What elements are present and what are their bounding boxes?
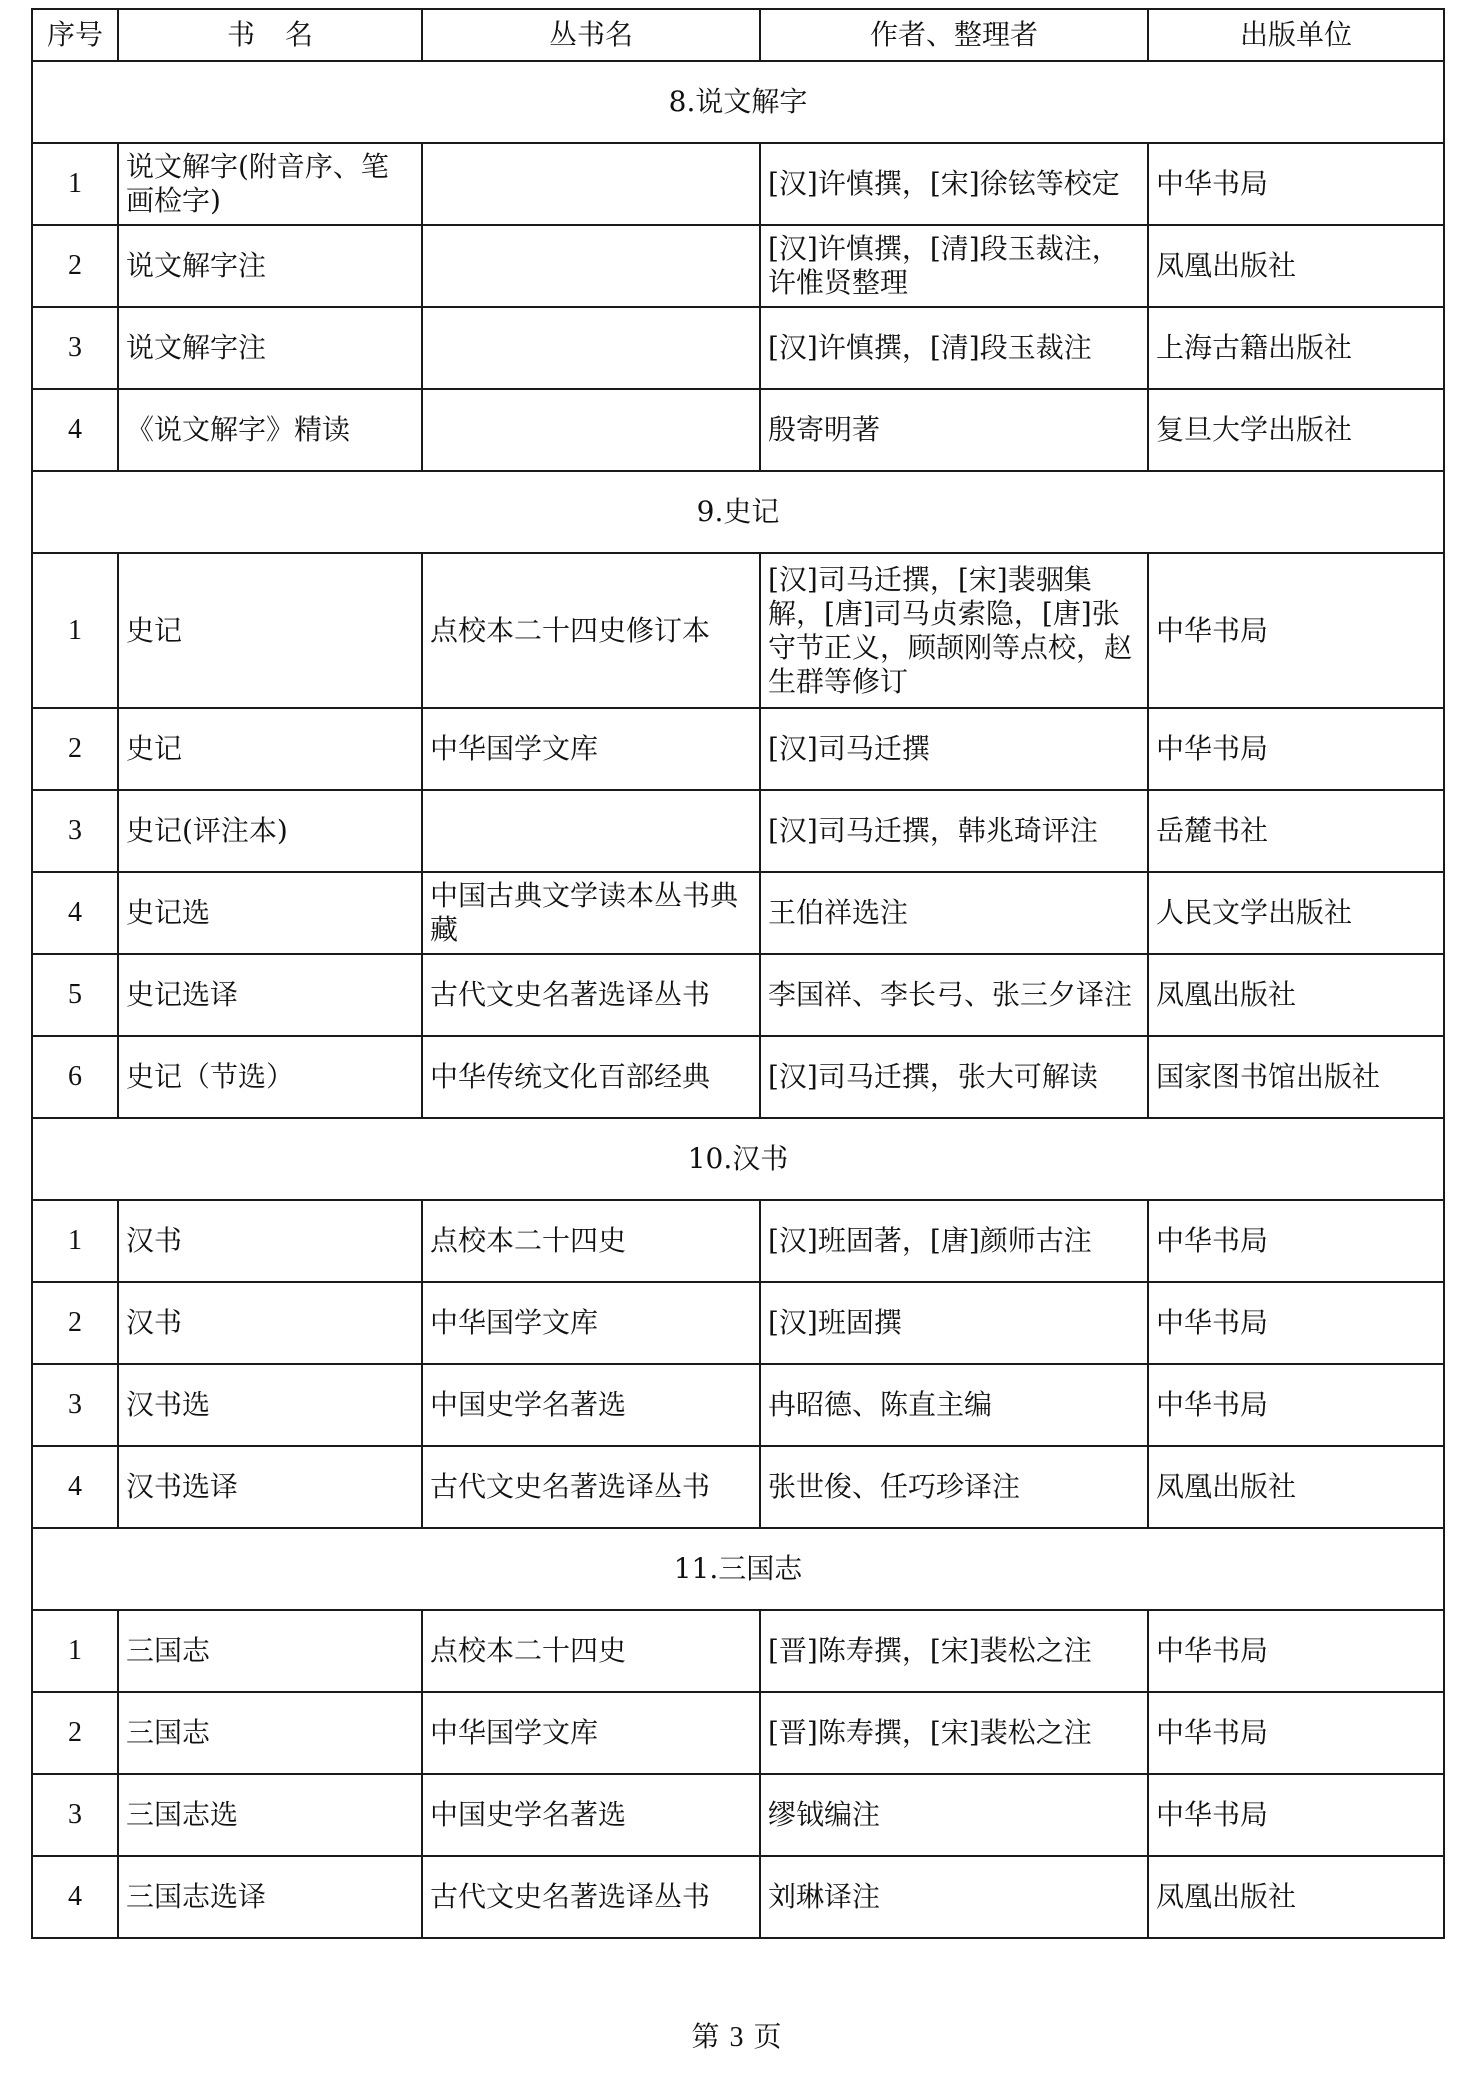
cell-series: 中华传统文化百部经典	[422, 1036, 760, 1118]
section-row	[32, 1528, 1444, 1610]
table-row	[32, 1036, 1444, 1118]
cell-publisher: 中华书局	[1148, 143, 1444, 225]
cell-author: 殷寄明著	[760, 389, 1148, 471]
cell-title: 汉书选译	[118, 1446, 422, 1528]
cell-series: 中国古典文学读本丛书典藏	[422, 872, 760, 954]
cell-title: 三国志选	[118, 1774, 422, 1856]
header-series: 丛书名	[422, 9, 760, 61]
table-body	[32, 61, 1444, 1938]
cell-author: 张世俊、任巧珍译注	[760, 1446, 1148, 1528]
cell-title: 说文解字(附音序、笔画检字)	[118, 143, 422, 225]
cell-author: [晋]陈寿撰，[宋]裴松之注	[760, 1692, 1148, 1774]
cell-title: 史记选	[118, 872, 422, 954]
cell-no: 5	[32, 954, 118, 1036]
cell-author: 冉昭德、陈直主编	[760, 1364, 1148, 1446]
header-title: 书名	[118, 9, 422, 61]
section-row	[32, 1118, 1444, 1200]
cell-no: 3	[32, 307, 118, 389]
cell-title: 史记(评注本)	[118, 790, 422, 872]
cell-no: 4	[32, 389, 118, 471]
cell-title: 史记选译	[118, 954, 422, 1036]
table-row	[32, 553, 1444, 708]
cell-author: [汉]许慎撰，[清]段玉裁注，许惟贤整理	[760, 225, 1148, 307]
cell-author: [汉]司马迁撰，[宋]裴骃集解，[唐]司马贞索隐，[唐]张守节正义，顾颉刚等点校，赵生群等修订	[760, 553, 1148, 708]
table-row	[32, 1200, 1444, 1282]
section-title: 11.三国志	[32, 1528, 1444, 1610]
cell-no: 1	[32, 1200, 118, 1282]
cell-series: 中国史学名著选	[422, 1364, 760, 1446]
cell-publisher: 凤凰出版社	[1148, 225, 1444, 307]
section-row	[32, 61, 1444, 143]
cell-author: [汉]司马迁撰，韩兆琦评注	[760, 790, 1148, 872]
cell-author: [汉]许慎撰，[宋]徐铉等校定	[760, 143, 1148, 225]
cell-title: 说文解字注	[118, 225, 422, 307]
table-row	[32, 389, 1444, 471]
cell-title: 三国志	[118, 1692, 422, 1774]
cell-author: 刘琳译注	[760, 1856, 1148, 1938]
cell-publisher: 复旦大学出版社	[1148, 389, 1444, 471]
cell-title: 汉书	[118, 1282, 422, 1364]
cell-no: 4	[32, 872, 118, 954]
cell-series	[422, 389, 760, 471]
cell-publisher: 中华书局	[1148, 708, 1444, 790]
cell-title: 史记	[118, 553, 422, 708]
cell-title: 《说文解字》精读	[118, 389, 422, 471]
cell-series: 古代文史名著选译丛书	[422, 1446, 760, 1528]
table-row	[32, 708, 1444, 790]
cell-no: 1	[32, 553, 118, 708]
cell-title: 说文解字注	[118, 307, 422, 389]
cell-no: 3	[32, 790, 118, 872]
table-row	[32, 1446, 1444, 1528]
section-title: 8.说文解字	[32, 61, 1444, 143]
cell-publisher: 国家图书馆出版社	[1148, 1036, 1444, 1118]
cell-publisher: 凤凰出版社	[1148, 1856, 1444, 1938]
cell-series	[422, 225, 760, 307]
cell-series	[422, 143, 760, 225]
page-number: 3	[729, 2022, 744, 2053]
page-suffix: 页	[753, 2020, 782, 2053]
table-row	[32, 790, 1444, 872]
cell-publisher: 人民文学出版社	[1148, 872, 1444, 954]
cell-author: [汉]班固撰	[760, 1282, 1148, 1364]
cell-publisher: 中华书局	[1148, 553, 1444, 708]
cell-publisher: 岳麓书社	[1148, 790, 1444, 872]
cell-series: 中华国学文库	[422, 1692, 760, 1774]
cell-series	[422, 790, 760, 872]
header-publisher: 出版单位	[1148, 9, 1444, 61]
cell-series: 中国史学名著选	[422, 1774, 760, 1856]
table-row	[32, 225, 1444, 307]
cell-title: 史记	[118, 708, 422, 790]
cell-publisher: 中华书局	[1148, 1282, 1444, 1364]
cell-series: 点校本二十四史	[422, 1200, 760, 1282]
cell-no: 2	[32, 1692, 118, 1774]
table-row	[32, 1282, 1444, 1364]
cell-no: 3	[32, 1364, 118, 1446]
table-row	[32, 143, 1444, 225]
cell-series: 中华国学文库	[422, 1282, 760, 1364]
cell-publisher: 中华书局	[1148, 1200, 1444, 1282]
cell-no: 1	[32, 143, 118, 225]
book-list-table	[31, 8, 1445, 1939]
header-row	[32, 9, 1444, 61]
page-prefix: 第	[691, 2020, 720, 2053]
cell-no: 3	[32, 1774, 118, 1856]
cell-publisher: 凤凰出版社	[1148, 954, 1444, 1036]
page-footer	[0, 2015, 1473, 2055]
cell-no: 4	[32, 1446, 118, 1528]
cell-series: 古代文史名著选译丛书	[422, 954, 760, 1036]
cell-title: 史记（节选）	[118, 1036, 422, 1118]
cell-author: [汉]班固著，[唐]颜师古注	[760, 1200, 1148, 1282]
header-no: 序号	[32, 9, 118, 61]
section-row	[32, 471, 1444, 553]
cell-title: 汉书	[118, 1200, 422, 1282]
table-row	[32, 1774, 1444, 1856]
cell-no: 2	[32, 708, 118, 790]
cell-no: 4	[32, 1856, 118, 1938]
table-row	[32, 872, 1444, 954]
cell-title: 汉书选	[118, 1364, 422, 1446]
table-row	[32, 307, 1444, 389]
cell-author: 李国祥、李长弓、张三夕译注	[760, 954, 1148, 1036]
cell-publisher: 中华书局	[1148, 1692, 1444, 1774]
cell-series: 点校本二十四史	[422, 1610, 760, 1692]
cell-series: 古代文史名著选译丛书	[422, 1856, 760, 1938]
cell-title: 三国志选译	[118, 1856, 422, 1938]
cell-series: 中华国学文库	[422, 708, 760, 790]
cell-author: [晋]陈寿撰，[宋]裴松之注	[760, 1610, 1148, 1692]
cell-author: [汉]司马迁撰，张大可解读	[760, 1036, 1148, 1118]
cell-author: 缪钺编注	[760, 1774, 1148, 1856]
table-row	[32, 1610, 1444, 1692]
cell-publisher: 上海古籍出版社	[1148, 307, 1444, 389]
cell-author: [汉]许慎撰，[清]段玉裁注	[760, 307, 1148, 389]
header-author: 作者、整理者	[760, 9, 1148, 61]
cell-title: 三国志	[118, 1610, 422, 1692]
cell-series	[422, 307, 760, 389]
table-row	[32, 1856, 1444, 1938]
cell-publisher: 凤凰出版社	[1148, 1446, 1444, 1528]
section-title: 10.汉书	[32, 1118, 1444, 1200]
cell-publisher: 中华书局	[1148, 1610, 1444, 1692]
cell-no: 1	[32, 1610, 118, 1692]
cell-series: 点校本二十四史修订本	[422, 553, 760, 708]
cell-no: 2	[32, 225, 118, 307]
table-row	[32, 1692, 1444, 1774]
cell-publisher: 中华书局	[1148, 1774, 1444, 1856]
cell-author: 王伯祥选注	[760, 872, 1148, 954]
table-row	[32, 954, 1444, 1036]
cell-publisher: 中华书局	[1148, 1364, 1444, 1446]
table-row	[32, 1364, 1444, 1446]
section-title: 9.史记	[32, 471, 1444, 553]
cell-author: [汉]司马迁撰	[760, 708, 1148, 790]
cell-no: 2	[32, 1282, 118, 1364]
cell-no: 6	[32, 1036, 118, 1118]
